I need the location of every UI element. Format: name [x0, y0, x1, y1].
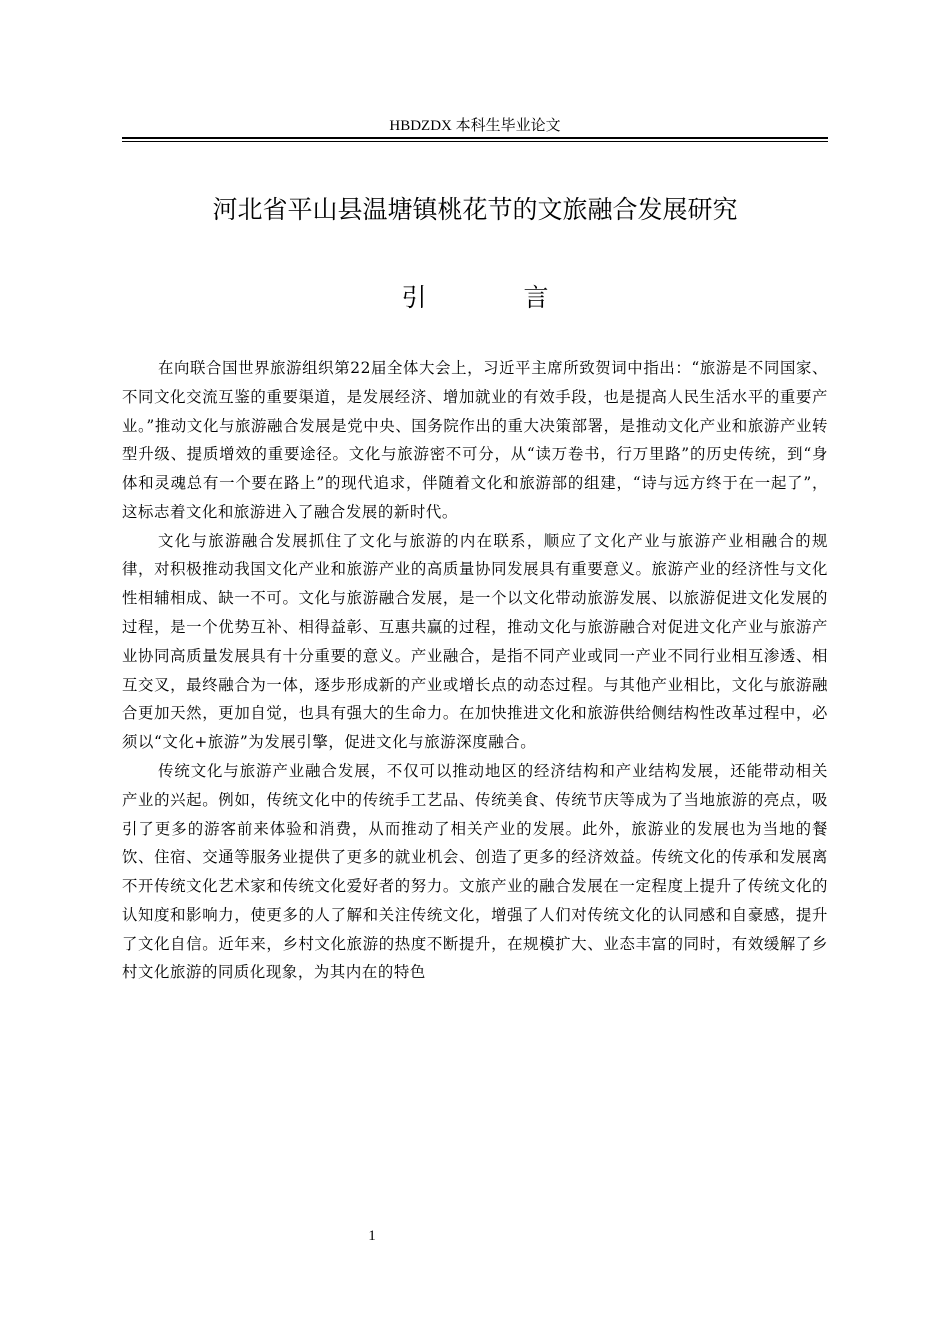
- paragraph-3: 传统文化与旅游产业融合发展，不仅可以推动地区的经济结构和产业结构发展，还能带动相关产业的兴起。例如，传统文化中的传统手工艺品、传统美食、传统节庆等成为了当地旅游的亮点，吸引了更多的游客前来体验和消费，从而推动了相关产业的发展。此外，旅游业的发展也为当地的餐饮、住宿、交通等服务业提供了更多的就业机会、创造了更多的经济效益。传统文化的传承和发展离不开传统文化艺术家和传统文化爱好者的努力。文旅产业的融合发展在一定程度上提升了传统文化的认知度和影响力，使更多的人了解和关注传统文化，增强了人们对传统文化的认同感和自豪感，提升了文化自信。近年来，乡村文化旅游的热度不断提升，在规模扩大、业态丰富的同时，有效缓解了乡村文化旅游的同质化现象，为其内在的特色: [122, 761, 828, 982]
- paper-title: 河北省平山县温塘镇桃花节的文旅融合发展研究: [212, 195, 738, 224]
- paragraph-2: 文化与旅游融合发展抓住了文化与旅游的内在联系，顺应了文化产业与旅游产业相融合的规律，对积极推动我国文化产业和旅游产业的高质量协同发展具有重要意义。旅游产业的经济性与文化性相辅相成、缺一不可。文化与旅游融合发展，是一个以文化带动旅游发展、以旅游促进文化发展的过程，是一个优势互补、相得益彰、互惠共赢的过程，推动文化与旅游融合对促进文化产业与旅游产业协同高质量发展具有十分重要的意义。产业融合，是指不同产业或同一产业不同行业相互渗透、相互交叉，最终融合为一体，逐步形成新的产业或增长点的动态过程。与其他产业相比，文化与旅游融合更加天然，更加自觉，也具有强大的生命力。在加快推进文化和旅游供给侧结构性改革过程中，必须以“文化+旅游”为发展引擎，促进文化与旅游深度融合。: [122, 531, 828, 752]
- page-number: 1: [368, 1228, 376, 1244]
- section-heading-introduction: 引 言: [401, 283, 585, 312]
- paragraph-1: 在向联合国世界旅游组织第22届全体大会上，习近平主席所致贺词中指出：“旅游是不同国家、不同文化交流互鉴的重要渠道，是发展经济、增加就业的有效手段，也是提高人民生活水平的重要产业。”推动文化与旅游融合发展是党中央、国务院作出的重大决策部署，是推动文化产业和旅游产业转型升级、提质增效的重要途径。文化与旅游密不可分，从“读万卷书，行万里路”的历史传统，到“身体和灵魂总有一个要在路上”的现代追求，伴随着文化和旅游部的组建，“诗与远方终于在一起了”，这标志着文化和旅游进入了融合发展的新时代。: [122, 359, 828, 521]
- header-rule-thick: [122, 137, 828, 139]
- running-header: HBDZDX 本科生毕业论文: [389, 118, 561, 134]
- header-rule-thin: [122, 141, 828, 142]
- body-text: [122, 354, 828, 987]
